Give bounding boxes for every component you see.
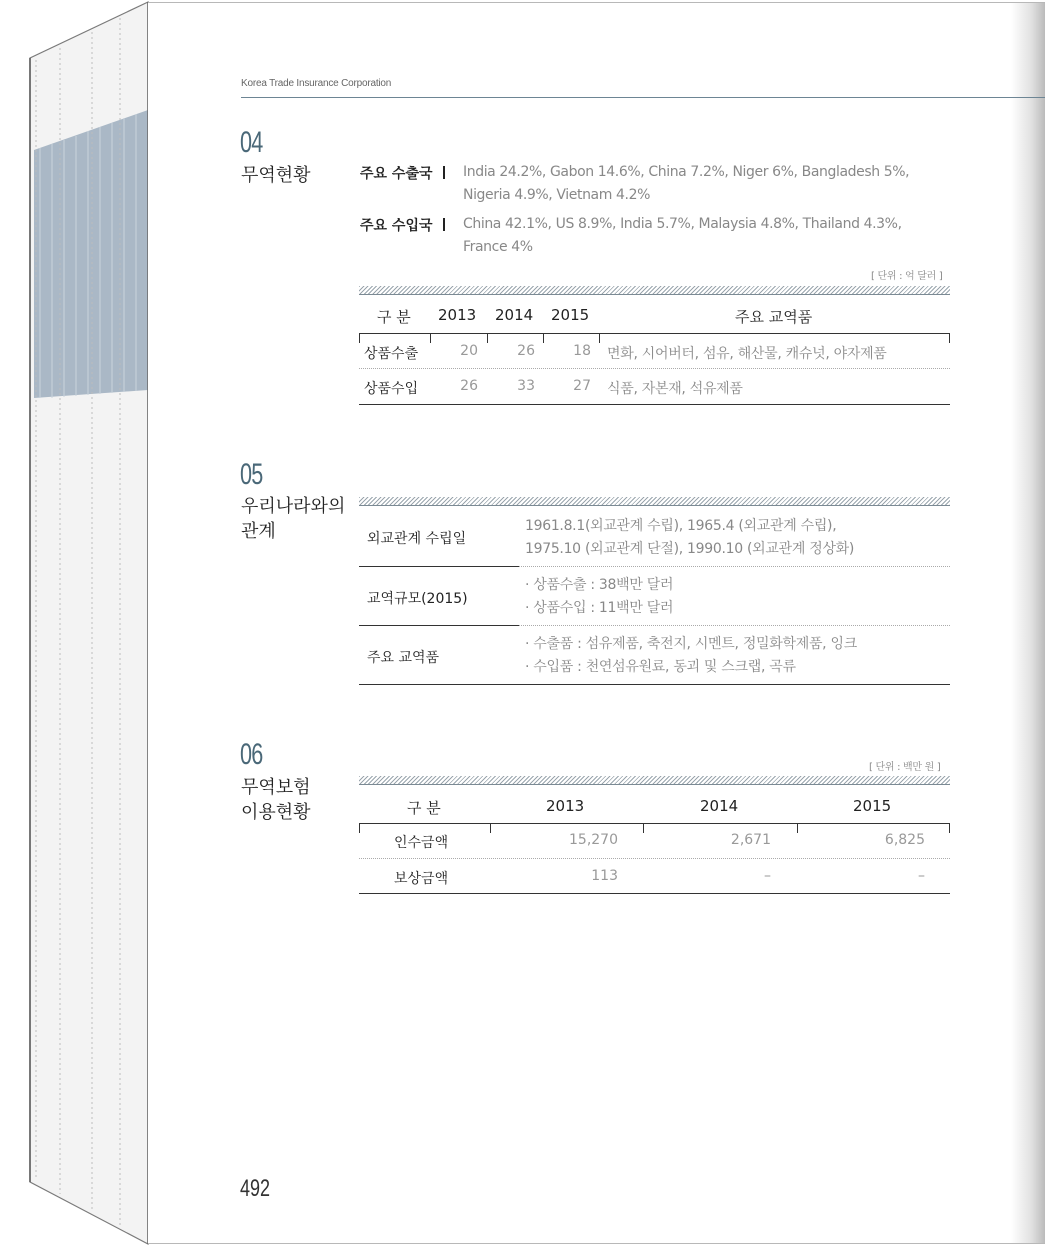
table-header-cell: 2015: [551, 306, 590, 324]
relations-row-text: · 수출품 : 섬유제품, 축전지, 시멘트, 정밀화학제품, 잉크 · 수입품 : 천연섬유원료, 동괴 및 스크랩, 곡류: [525, 636, 857, 675]
section-06-title-line1: 무역보험: [241, 777, 311, 798]
export-countries-text: India 24.2%, Gabon 14.6%, China 7.2%, Niger 6%, Bangladesh 5%, Nigeria 4.9%, Vietnam 4.2%: [463, 164, 910, 203]
import-countries-label: 주요 수입국: [360, 215, 445, 235]
import-countries-text: China 42.1%, US 8.9%, India 5.7%, Malaysia 4.8%, Thailand 4.3%, France 4%: [463, 216, 902, 255]
relations-row-text: · 상품수출 : 38백만 달러 · 상품수입 : 11백만 달러: [525, 577, 674, 616]
table-row-label: 상품수입: [364, 381, 419, 397]
book-spine-illustration: [0, 0, 150, 1246]
table-cell: 6,825: [884, 832, 925, 848]
relations-row-label: 주요 교역품: [367, 650, 440, 666]
table-cell: 26: [517, 343, 535, 359]
section-06-number: 06: [240, 738, 263, 771]
table-cell: –: [764, 868, 771, 884]
table-cell: 18: [573, 343, 591, 359]
table-header-cell: 2014: [495, 306, 534, 324]
table-cell: 26: [460, 378, 478, 394]
table-row-label: 상품수출: [364, 346, 419, 362]
table-hatch-bar: [359, 497, 950, 506]
table-cell: 33: [517, 378, 535, 394]
table-header-cell: 2014: [700, 797, 739, 815]
relations-row-label: 외교관계 수립일: [367, 531, 467, 547]
relations-row-label: 교역규모(2015): [367, 591, 468, 607]
section-05-number: 05: [240, 458, 263, 491]
table-header-cell: 구 분: [407, 799, 441, 817]
section-05-title-line2: 관계: [241, 521, 276, 542]
page-number: 492: [240, 1175, 271, 1202]
table-header-cell: 2013: [546, 797, 585, 815]
table-header-cell: 구 분: [377, 308, 411, 326]
section-05-title-line1: 우리나라와의: [241, 496, 346, 517]
table-cell: 면화, 시어버터, 섬유, 해산물, 캐슈넛, 야자제품: [607, 346, 887, 362]
running-head: Korea Trade Insurance Corporation: [241, 78, 392, 89]
table-cell: 27: [573, 378, 591, 394]
insurance-table-unit: [ 단위 : 백만 원 ]: [869, 762, 941, 773]
section-06-title-line2: 이용현황: [241, 802, 311, 823]
header-rule: [241, 97, 1045, 98]
table-cell: 20: [460, 343, 478, 359]
table-row-label: 보상금액: [394, 871, 449, 887]
table-header-cell: 주요 교역품: [735, 308, 813, 326]
export-countries-label: 주요 수출국: [360, 163, 445, 183]
table-cell: 식품, 자본재, 석유제품: [607, 381, 743, 397]
table-hatch-bar: [359, 776, 950, 785]
table-cell: 15,270: [569, 832, 618, 848]
section-04-number: 04: [240, 126, 263, 159]
trade-table-unit: [ 단위 : 억 달러 ]: [871, 271, 943, 282]
page-edge-shadow: [1011, 3, 1045, 1243]
table-header-cell: 2015: [853, 797, 892, 815]
relations-row-text: 1961.8.1(외교관계 수립), 1965.4 (외교관계 수립), 1975.10 (외교관계 단절), 1990.10 (외교관계 정상화): [525, 518, 855, 557]
section-04-title: 무역현황: [241, 165, 311, 186]
table-cell: –: [918, 868, 925, 884]
table-hatch-bar: [359, 286, 950, 295]
table-cell: 113: [591, 868, 618, 884]
table-row-label: 인수금액: [394, 835, 449, 851]
table-cell: 2,671: [730, 832, 771, 848]
table-header-cell: 2013: [438, 306, 477, 324]
